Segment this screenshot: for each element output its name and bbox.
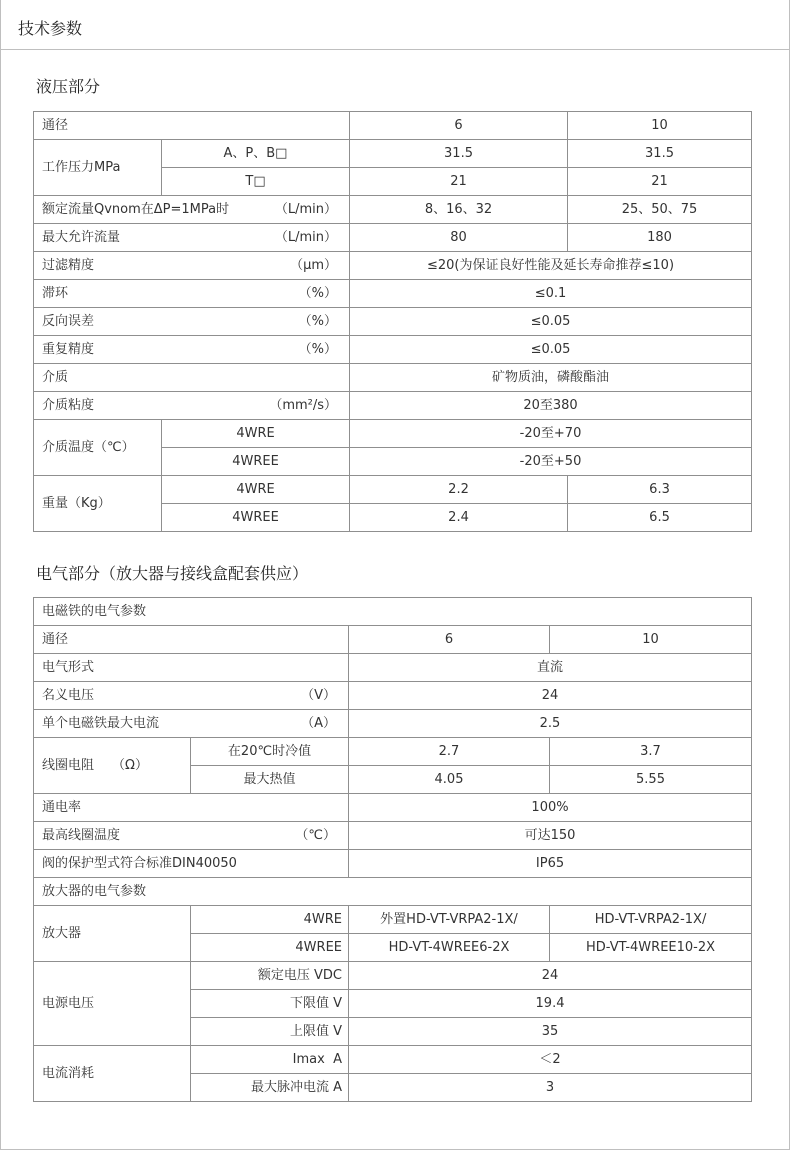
row-label bbox=[34, 224, 350, 252]
table-row bbox=[34, 710, 752, 738]
table-row bbox=[34, 962, 752, 990]
cell-value: 外置HD-VT-VRPA2-1X/ bbox=[349, 906, 550, 934]
cell-value: 3.7 bbox=[550, 738, 752, 766]
label-text: 反向误差 bbox=[42, 313, 95, 329]
cell-value: 10 bbox=[568, 112, 752, 140]
cell-value: 6.5 bbox=[568, 504, 752, 532]
row-label bbox=[34, 280, 350, 308]
table-row bbox=[34, 1046, 752, 1074]
cell-value: 19.4 bbox=[349, 990, 752, 1018]
cell-value: ＜2 bbox=[349, 1046, 752, 1074]
hydraulic-spec-table bbox=[33, 111, 752, 532]
row-sublabel: 4WRE bbox=[162, 420, 350, 448]
cell-value: 24 bbox=[349, 962, 752, 990]
unit-text: （V） bbox=[301, 687, 336, 703]
unit-text: （℃） bbox=[295, 827, 336, 843]
row-sublabel: 额定电压 VDC bbox=[191, 962, 349, 990]
table-row bbox=[34, 392, 752, 420]
row-label: 介质温度（℃） bbox=[34, 420, 162, 476]
table-row bbox=[34, 878, 752, 906]
row-sublabel: 上限值 V bbox=[191, 1018, 349, 1046]
unit-text: （%） bbox=[298, 313, 338, 329]
row-sublabel: A、P、B□ bbox=[162, 140, 350, 168]
table-row bbox=[34, 476, 752, 504]
row-label: 电源电压 bbox=[34, 962, 191, 1046]
table-row bbox=[34, 850, 752, 878]
row-sublabel: 4WRE bbox=[162, 476, 350, 504]
header-bar bbox=[0, 0, 790, 50]
cell-value: 3 bbox=[349, 1074, 752, 1102]
cell-value: 35 bbox=[349, 1018, 752, 1046]
table-row bbox=[34, 598, 752, 626]
electrical-spec-table bbox=[33, 597, 752, 1102]
row-sublabel: 4WREE bbox=[162, 448, 350, 476]
cell-value: ≤0.1 bbox=[350, 280, 752, 308]
cell-value: ≤0.05 bbox=[350, 308, 752, 336]
row-sublabel: 在20℃时冷值 bbox=[191, 738, 349, 766]
unit-text: （%） bbox=[298, 341, 338, 357]
cell-value: -20至+70 bbox=[350, 420, 752, 448]
cell-value: 31.5 bbox=[568, 140, 752, 168]
row-sublabel: Imax A bbox=[191, 1046, 349, 1074]
row-label: 重量（Kg） bbox=[34, 476, 162, 532]
label-text: 重复精度 bbox=[42, 341, 95, 357]
row-sublabel: 4WRE bbox=[191, 906, 349, 934]
row-label: 通径 bbox=[34, 112, 350, 140]
cell-value: 8、16、32 bbox=[350, 196, 568, 224]
cell-value: 2.4 bbox=[350, 504, 568, 532]
row-label bbox=[34, 710, 349, 738]
table-row bbox=[34, 420, 752, 448]
table-row bbox=[34, 738, 752, 766]
row-label bbox=[34, 682, 349, 710]
label-text: 过滤精度 bbox=[42, 257, 95, 273]
cell-value: 6 bbox=[350, 112, 568, 140]
row-label bbox=[34, 738, 191, 794]
row-label: 工作压力MPa bbox=[34, 140, 162, 196]
cell-value: 180 bbox=[568, 224, 752, 252]
cell-value: 21 bbox=[568, 168, 752, 196]
cell-value: ≤20(为保证良好性能及延长寿命推荐≤10) bbox=[350, 252, 752, 280]
row-label bbox=[34, 196, 350, 224]
table-row bbox=[34, 252, 752, 280]
row-sublabel: 4WREE bbox=[191, 934, 349, 962]
row-sublabel: 4WREE bbox=[162, 504, 350, 532]
table-row bbox=[34, 140, 752, 168]
electrical-section-title: 电气部分（放大器与接线盒配套供应） bbox=[36, 564, 309, 583]
cell-value: HD-VT-4WREE10-2X bbox=[550, 934, 752, 962]
unit-text: （μm） bbox=[290, 257, 338, 273]
unit-text: （Ω） bbox=[112, 757, 148, 773]
row-label bbox=[34, 252, 350, 280]
label-text: 单个电磁铁最大电流 bbox=[42, 715, 160, 731]
row-label: 通电率 bbox=[34, 794, 349, 822]
row-label bbox=[34, 392, 350, 420]
cell-value: 2.7 bbox=[349, 738, 550, 766]
table-row bbox=[34, 224, 752, 252]
unit-text: （mm²/s） bbox=[269, 397, 338, 413]
row-label: 通径 bbox=[34, 626, 349, 654]
row-sublabel: 最大热值 bbox=[191, 766, 349, 794]
label-text: 最高线圈温度 bbox=[42, 827, 121, 843]
cell-value: 可达150 bbox=[349, 822, 752, 850]
table-row bbox=[34, 280, 752, 308]
table-row bbox=[34, 906, 752, 934]
table-row bbox=[34, 654, 752, 682]
cell-value: 80 bbox=[350, 224, 568, 252]
row-label: 电流消耗 bbox=[34, 1046, 191, 1102]
table-row bbox=[34, 336, 752, 364]
page-title: 技术参数 bbox=[18, 19, 83, 38]
row-sublabel: 最大脉冲电流 A bbox=[191, 1074, 349, 1102]
cell-value: 10 bbox=[550, 626, 752, 654]
row-label: 放大器 bbox=[34, 906, 191, 962]
table-row bbox=[34, 112, 752, 140]
label-text: 最大允许流量 bbox=[42, 229, 121, 245]
solenoid-header: 电磁铁的电气参数 bbox=[34, 598, 752, 626]
cell-value: HD-VT-VRPA2-1X/ bbox=[550, 906, 752, 934]
cell-value: -20至+50 bbox=[350, 448, 752, 476]
cell-value: 31.5 bbox=[350, 140, 568, 168]
unit-text: （L/min） bbox=[274, 201, 338, 217]
cell-value: 100% bbox=[349, 794, 752, 822]
table-row bbox=[34, 196, 752, 224]
table-row bbox=[34, 682, 752, 710]
cell-value: ≤0.05 bbox=[350, 336, 752, 364]
row-label: 介质 bbox=[34, 364, 350, 392]
cell-value: 25、50、75 bbox=[568, 196, 752, 224]
table-row bbox=[34, 364, 752, 392]
table-row bbox=[34, 308, 752, 336]
cell-value: 直流 bbox=[349, 654, 752, 682]
row-label: 电气形式 bbox=[34, 654, 349, 682]
label-text: 名义电压 bbox=[42, 687, 95, 703]
label-text: 介质粘度 bbox=[42, 397, 95, 413]
hydraulic-section-title: 液压部分 bbox=[36, 77, 101, 96]
row-label: 阀的保护型式符合标准DIN40050 bbox=[34, 850, 349, 878]
cell-value: 24 bbox=[349, 682, 752, 710]
amplifier-header: 放大器的电气参数 bbox=[34, 878, 752, 906]
cell-value: HD-VT-4WREE6-2X bbox=[349, 934, 550, 962]
cell-value: 20至380 bbox=[350, 392, 752, 420]
cell-value: 5.55 bbox=[550, 766, 752, 794]
label-text: 线圈电阻 bbox=[42, 757, 95, 773]
cell-value: 2.5 bbox=[349, 710, 752, 738]
cell-value: 6 bbox=[349, 626, 550, 654]
table-row bbox=[34, 794, 752, 822]
row-sublabel: 下限值 V bbox=[191, 990, 349, 1018]
cell-value: 6.3 bbox=[568, 476, 752, 504]
cell-value: IP65 bbox=[349, 850, 752, 878]
cell-value: 2.2 bbox=[350, 476, 568, 504]
unit-text: （%） bbox=[298, 285, 338, 301]
unit-text: （L/min） bbox=[274, 229, 338, 245]
unit-text: （A） bbox=[301, 715, 336, 731]
label-text: 额定流量Qvnom在ΔP=1MPa时 bbox=[42, 201, 230, 217]
cell-value: 矿物质油，磷酸酯油 bbox=[350, 364, 752, 392]
cell-value: 21 bbox=[350, 168, 568, 196]
table-row bbox=[34, 626, 752, 654]
cell-value: 4.05 bbox=[349, 766, 550, 794]
row-label bbox=[34, 308, 350, 336]
table-row bbox=[34, 822, 752, 850]
row-label bbox=[34, 336, 350, 364]
row-sublabel: T□ bbox=[162, 168, 350, 196]
row-label bbox=[34, 822, 349, 850]
label-text: 滞环 bbox=[42, 285, 69, 301]
